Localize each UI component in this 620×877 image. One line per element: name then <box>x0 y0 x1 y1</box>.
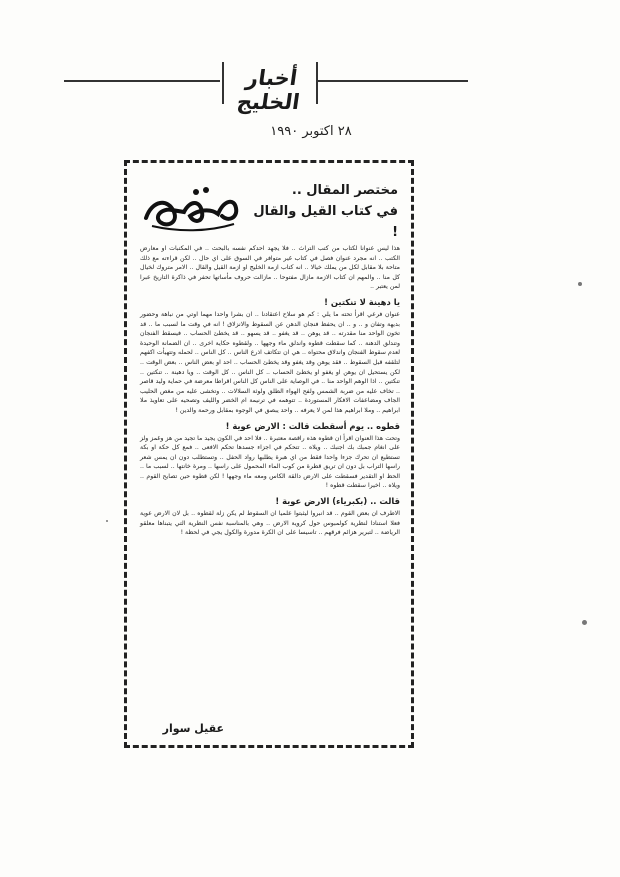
handwritten-date: ٢٨ اكتوبر ١٩٩٠ <box>270 124 352 139</box>
headline-line-1: مختصر المقال .. <box>291 183 398 198</box>
section-1-title: يا دهينة لا تنكتين ! <box>324 296 400 307</box>
article-headline <box>250 180 398 243</box>
newspaper-masthead: أخبار الخليج <box>235 66 302 114</box>
masthead-rule-left <box>64 80 220 82</box>
scan-speck <box>578 282 582 286</box>
column-logo <box>138 178 242 234</box>
section-3-paragraph: الاطرف ان بعض القوم .. قد انبروا ليثبتوا علميا ان السقوط لم يكن زلة لقطوه .. بل لان الارض عوية فعلا استنادا لنظرية كولمبوس حول كروية الارض .. وهي بالمناسبة نفس النظرية التي يتبناها معلقو الرياضة .. لتبرير هزائم فرقهم .. تاسيسا على ان الكرة مدورة والكول يجي في لحظة ! <box>140 510 400 537</box>
section-2-title: قطوه .. يوم أسقطت قالت : الارض عوية ! <box>225 420 400 431</box>
article-body <box>140 244 400 540</box>
headline-line-2: في كتاب القيل والقال ! <box>253 204 398 240</box>
intro-paragraph: هذا ليس عنوانا لكتاب من كتب التراث .. فلا يجهد احدكم نفسه بالبحث .. في المكتبات او معارض الكتب .. انه مجرد عنوان فصل في كتاب غير متوافر في السوق على اي حال .. لكن قراءته مع ذلك متاحة بلا مقابل لكل من يملك خيالا .. انه كتاب ازمة الخليج او ازمة القيل والقال .. الامر متروك لخيال كل منا .. والمهم ان كتاب الازمة مازال مفتوحا .. مازالت حروف مأساتها تحفر في ذاكرة التاريخ عبرا لمن يعتبر .. <box>140 245 400 291</box>
masthead-bracket-left <box>222 62 224 104</box>
section-1-paragraph: عنوان فرعي اقرأ تحته ما يلي : كم هو سلاح اعتقادنا .. ان بشرا واحدا مهما اوتي من نباهة وحضور بديهة وتفان و .. و .. ان يحفظ فنجان الدهن عن السقوط والانزلاق ! انه في وقت ما لسبب ما .. قد تخون الواحد منا مقدرته .. قد يوهن .. قد يغفو .. قد يسهو .. قد يخطئ الحساب .. فيسقط الفنجان وتندلق الدهنة .. كما سقطت قطوه واندلق ماء وجهها .. ولقطوه حكاية اخرى .. ان الضمانة الوحيدة لعدم سقوط الفنجان واندلاق محتواه .. هي ان تتكاتف اذرع الناس .. كل الناس .. لحمله وتتهيأت اكفهم لتلقفه قبل السقوط .. فقد يوهن وقد يغفو وقد يخطئ الحساب .. احد او بعض الناس .. بعض الوقت .. لكن يستحيل ان يوهن او يغفو او يخطئ الحساب .. كل الناس .. كل الوقت .. ويا دهينة .. تنكتين .. تنكتين .. اذا الوهم الواحد منا .. في الوصاية على الناس كل الناس اقراطا معرضة في حماية وليد قاصر .. تخاف عليه من ضربة الشمس ولفح الهواء الطلق ولوثة السلالات .. وتخشى عليه من مغص الحليب الجاف ومضاعفات الافكار المستوردة .. تتوهمه في ترنيمة ام الخضر والليف وتصحيه على تعاويذ ملا ابراهيم .. وملا ابراهيم هذا لمن لا يعرفه .. واحد يبصق في الوجوه بمقابل ورحمة والدين ! <box>140 310 400 414</box>
scan-speck <box>106 520 108 522</box>
section-2-paragraph: وتحت هذا العنوان اقرأ ان قطوه هذه راقصة معتبرة .. فلا احد في الكون يجيد ما تجيد من هز وغمز ولز على انغام جمبك بك اجنبك .. ويلاه .. تتحكم في اجزاء جسدها تحكم الافعى .. فمع كل حكة او بكة تستطيع ان تحرك جزءا واحدا فقط من اي هبرة يطلبها رواد الحفل .. وتستطلب دون ان يمس شعر راسها التراب بل دون ان تريق قطرة من كوب الماء المحمول على راسها .. ومرة خانتها .. لسبب ما .. الحظ او التقدير فسقطت على الارض دالقة الكاس ومعه ماء وجهها ! لكن قطوه حين تصايح القوم .. ويلاه .. اخيرا سقطت قطوه ! <box>140 434 400 490</box>
masthead-rule-right <box>318 80 468 82</box>
author-byline: عقيل سوار <box>162 722 224 735</box>
scan-speck <box>582 620 587 625</box>
section-3-title: قالت .. (بكبرياء) الارض عوية ! <box>275 496 400 507</box>
